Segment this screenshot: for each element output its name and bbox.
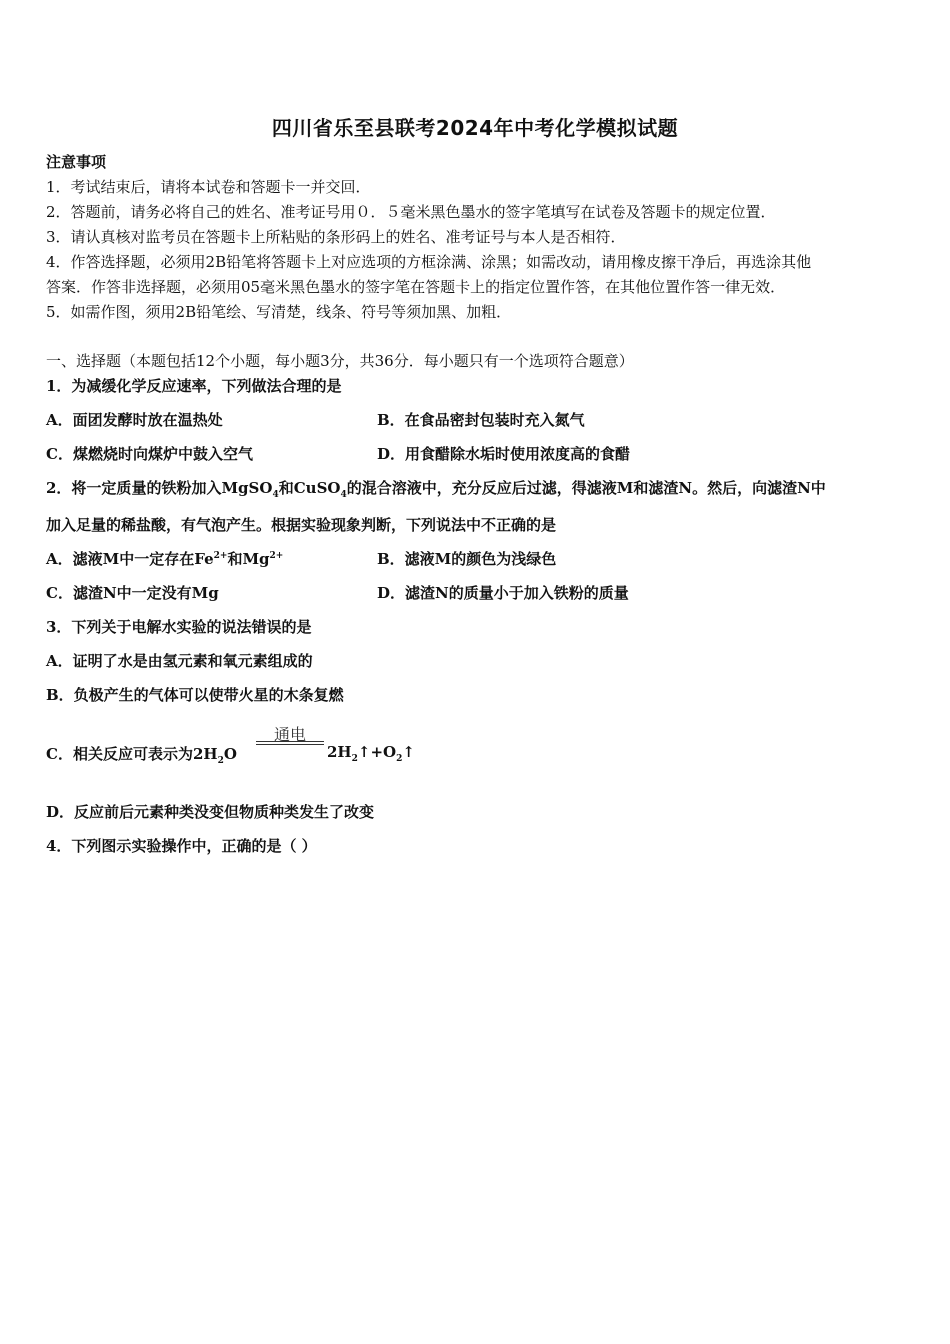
- option-text: 和Mg: [227, 550, 270, 568]
- notice-item-2: 2．答题前，请务必将自己的姓名、准考证号用０．５毫米黑色墨水的签字笔填写在试卷及答题卡的规定位置．: [46, 203, 776, 221]
- q3-stem: 3．下列关于电解水实验的说法错误的是: [46, 618, 312, 636]
- q1-stem: 1．为减缓化学反应速率，下列做法合理的是: [46, 377, 342, 395]
- notice-item-4-cont: 答案．作答非选择题，必须用05毫米黑色墨水的签字笔在答题卡上的指定位置作答，在其他位置作答一律无效．: [46, 278, 786, 296]
- option-text: C．相关反应可表示为2H: [46, 745, 218, 763]
- subscript: 2: [396, 754, 403, 764]
- formula-text: O: [223, 745, 237, 763]
- equals-line: [256, 744, 324, 745]
- section-heading: 一、选择题（本题包括12个小题，每小题3分，共36分．每小题只有一个选项符合题意）: [46, 352, 634, 370]
- option-text: A．滤液M中一定存在Fe: [46, 550, 214, 568]
- formula-cuso4: CuSO: [293, 479, 341, 497]
- q1-option-b: B．在食品密封包装时充入氮气: [377, 411, 585, 429]
- q2-option-b: B．滤液M的颜色为浅绿色: [377, 550, 557, 568]
- notice-item-5: 5．如需作图，须用2B铅笔绘、写清楚，线条、符号等须加黑、加粗．: [46, 303, 512, 321]
- q3-option-d: D．反应前后元素种类没变但物质种类发生了改变: [46, 803, 375, 821]
- superscript: 2+: [213, 551, 228, 561]
- q1-option-d: D．用食醋除水垢时使用浓度高的食醋: [377, 445, 631, 463]
- q2-stem-text: 的混合溶液中，充分反应后过滤，得滤液M和滤渣N。然后，向滤渣N中: [346, 479, 826, 497]
- equation-products: [327, 743, 415, 764]
- subscript: 2: [351, 754, 358, 764]
- q2-stem-text: 2．将一定质量的铁粉加入: [46, 479, 222, 497]
- notice-item-1: 1．考试结束后，请将本试卷和答题卡一并交回．: [46, 178, 371, 196]
- q2-option-d: D．滤渣N的质量小于加入铁粉的质量: [377, 584, 629, 602]
- q1-option-a: A．面团发酵时放在温热处: [46, 411, 223, 429]
- reaction-condition: 通电: [273, 725, 306, 744]
- subscript: 2: [217, 756, 224, 766]
- notice-item-3: 3．请认真核对监考员在答题卡上所粘贴的条形码上的姓名、准考证号与本人是否相符．: [46, 228, 626, 246]
- equals-line: [256, 741, 324, 742]
- subscript: 4: [272, 490, 279, 500]
- q4-stem: 4．下列图示实验操作中，正确的是（ ）: [46, 837, 317, 855]
- q2-stem-line2: 加入足量的稀盐酸，有气泡产生。根据实验现象判断，下列说法中不正确的是: [46, 516, 557, 534]
- q3-option-a: A．证明了水是由氢元素和氧元素组成的: [46, 652, 313, 670]
- conjunction: 和: [278, 479, 294, 497]
- subscript: 4: [340, 490, 347, 500]
- formula-text: ↑+O: [357, 743, 397, 761]
- q1-option-c: C．煤燃烧时向煤炉中鼓入空气: [46, 445, 253, 463]
- superscript: 2+: [269, 551, 284, 561]
- formula-text: ↑: [402, 743, 415, 761]
- formula-text: 2H: [327, 743, 352, 761]
- exam-title: 四川省乐至县联考2024年中考化学模拟试题: [271, 116, 679, 140]
- q2-option-a: [46, 549, 283, 569]
- q2-stem-line1: [46, 478, 826, 498]
- notice-item-4: 4．作答选择题，必须用2B铅笔将答题卡上对应选项的方框涂满、涂黑；如需改动，请用橡皮擦干净后，再选涂其他: [46, 253, 812, 271]
- q3-option-b: B．负极产生的气体可以使带火星的木条复燃: [46, 686, 344, 704]
- formula-mgso4: MgSO: [221, 479, 273, 497]
- equation-reactants: [46, 743, 237, 764]
- notice-heading: 注意事项: [46, 153, 107, 171]
- q2-option-c: C．滤渣N中一定没有Mg: [46, 584, 219, 602]
